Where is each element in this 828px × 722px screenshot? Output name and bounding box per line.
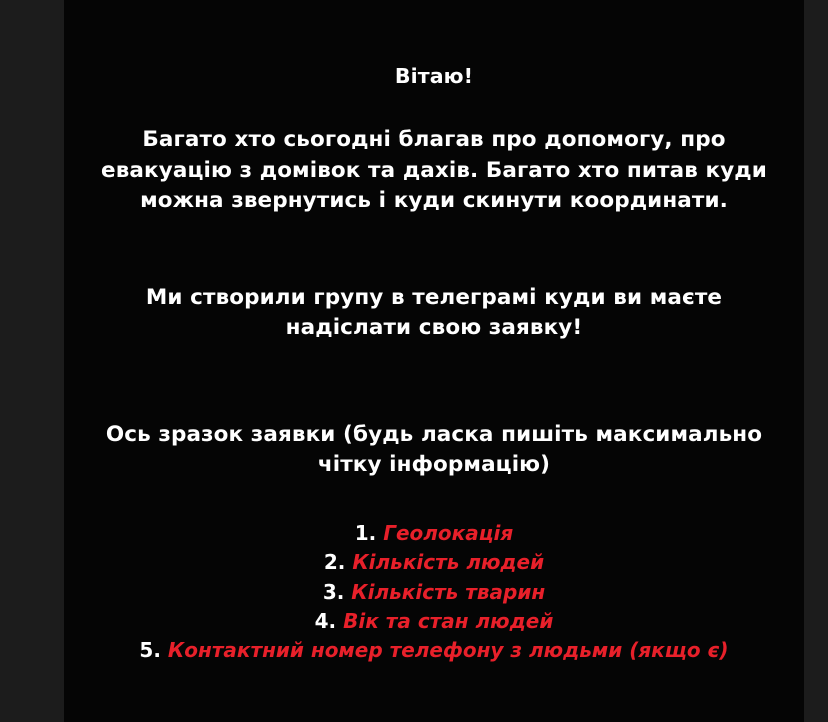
list-item-label: Кількість людей xyxy=(352,550,545,575)
list-item-number: 4. xyxy=(314,608,337,633)
list-item xyxy=(86,607,782,636)
list-item-number: 1. xyxy=(354,520,377,545)
list-item-number: 2. xyxy=(323,550,346,575)
list-item xyxy=(86,578,782,607)
list-item-label: Геолокація xyxy=(383,520,514,545)
paragraph-one: Багато хто сьогодні благав про допомогу, про евакуацію з домівок та дахів. Багато хто питав куди можна звернутись і куди скинути координати. xyxy=(101,127,767,214)
list-item-label: Контактний номер телефону з людьми (якщо є) xyxy=(167,638,729,663)
list-item-number: 3. xyxy=(322,579,345,604)
list-item xyxy=(86,636,782,665)
list-item-label: Вік та стан людей xyxy=(343,608,554,633)
list-item xyxy=(86,548,782,577)
paragraph-three: Ось зразок заявки (будь ласка пишіть максимально чітку інформацію) xyxy=(105,421,763,478)
list-item-label: Кількість тварин xyxy=(351,579,546,604)
list-item xyxy=(86,519,782,548)
paragraph-two: Ми створили групу в телеграмі куди ви маєте надіслати свою заявку! xyxy=(145,284,723,341)
greeting-text: Вітаю! xyxy=(394,64,474,88)
request-template-list xyxy=(86,519,782,666)
list-item-number: 5. xyxy=(139,638,161,663)
message-card xyxy=(64,0,804,722)
